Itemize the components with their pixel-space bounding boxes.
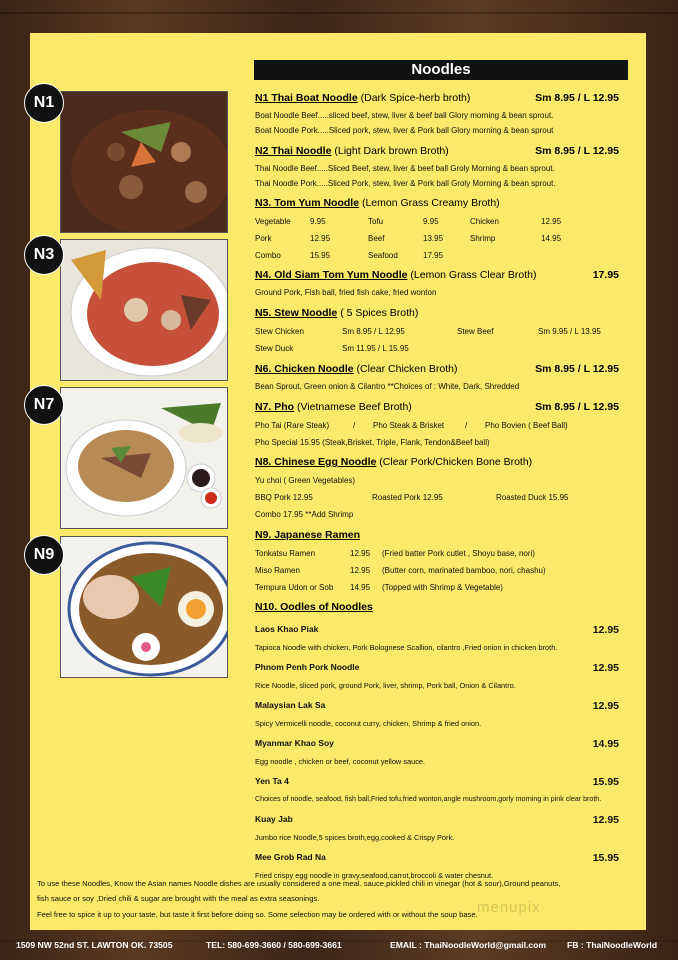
- dish-row: [255, 738, 625, 748]
- menu-item-n3: [255, 197, 625, 209]
- menu-item-n5: [255, 307, 625, 319]
- menu-item-n9: [255, 529, 625, 541]
- item-desc: (Light Dark brown Broth): [334, 145, 449, 157]
- item-detail: Boat Noodle Beef.....sliced beef, stew, liver & beef ball Glory morning & bean sprout.: [255, 111, 554, 120]
- menu-sheet: [30, 33, 646, 930]
- ramen-price: 12.95: [350, 566, 371, 575]
- badge-n9: N9: [24, 535, 64, 575]
- grid-label: Beef: [368, 234, 385, 243]
- item-detail: Combo 17.95 **Add Shrimp: [255, 510, 354, 519]
- item-price: Sm 8.95 / L 12.95: [535, 363, 619, 375]
- grid-label: Shrimp: [470, 234, 496, 243]
- photo-n3: [60, 239, 228, 381]
- watermark: menupix: [477, 899, 541, 916]
- item-desc: (Clear Chicken Broth): [356, 363, 458, 375]
- separator: /: [353, 421, 356, 430]
- dish-row: [255, 624, 625, 634]
- item-name: N10. Oodles of Noodles: [255, 601, 373, 613]
- item-desc: ( 5 Spices Broth): [340, 307, 419, 319]
- ramen-desc: (Topped with Shrimp & Vegetable): [382, 583, 503, 592]
- item-detail: Ground Pork, Fish ball, fried fish cake, fried wonton: [255, 288, 437, 297]
- dish-row: [255, 776, 625, 786]
- item-name: N7. Pho: [255, 401, 295, 413]
- item-detail: Pho Special 15.95 (Steak,Brisket, Triple, Flank, Tendon&Beef ball): [255, 438, 490, 447]
- contact-bar: [0, 935, 678, 957]
- egg-noodle-option: BBQ Pork 12.95: [255, 493, 313, 502]
- menu-item-n10: [255, 601, 625, 613]
- grid-label: Seafood: [368, 251, 398, 260]
- dish-desc: Jumbo rice Noodle,5 spices broth,egg,cooked & Crispy Pork.: [255, 833, 455, 842]
- badge-n3: N3: [24, 235, 64, 275]
- item-price: Sm 8.95 / L 12.95: [535, 92, 619, 104]
- dish-row: [255, 700, 625, 710]
- tom-yum-noodle-image: [61, 240, 227, 380]
- dish-desc: Spicy Vermicelli noodle, coconut curry, chicken, Shrimp & fried onion.: [255, 719, 482, 728]
- stew-price: Sm 9.95 / L 13.95: [538, 327, 601, 336]
- dish-name: Phnom Penh Pork Noodle: [255, 662, 360, 672]
- dish-name: Yen Ta 4: [255, 776, 289, 786]
- menu-item-n1: [255, 92, 625, 104]
- item-name: N4. Old Siam Tom Yum Noodle: [255, 269, 408, 281]
- footnote: Feel free to spice it up to your taste, but taste it first before doing so. Some selection may be ordered with or without the soup base.: [37, 910, 478, 919]
- grid-price: 9.95: [310, 217, 326, 226]
- menu-item-n8: [255, 456, 625, 468]
- grid-label: Combo: [255, 251, 281, 260]
- dish-name: Malaysian Lak Sa: [255, 700, 326, 710]
- item-name: N9. Japanese Ramen: [255, 529, 361, 541]
- dish-row: [255, 814, 625, 824]
- ramen-desc: (Butter corn, marinated bamboo, nori, chashu): [382, 566, 546, 575]
- menu-item-n7: [255, 401, 625, 413]
- ramen-image: [61, 537, 227, 677]
- menu-item-n2: [255, 145, 625, 157]
- badge-n7: N7: [24, 385, 64, 425]
- footnote: fish sauce or soy ,Dried chili & sugar are brought with the meal as extra seasonings.: [37, 894, 320, 903]
- grid-label: Tofu: [368, 217, 384, 226]
- stew-price: Sm 8.95 / L 12.95: [342, 327, 405, 336]
- grid-price: 17.95: [423, 251, 444, 260]
- photo-n7: [60, 387, 228, 529]
- item-desc: (Lemon Grass Clear Broth): [410, 269, 537, 281]
- ramen-name: Tonkatsu Ramen: [255, 549, 316, 558]
- item-detail: Yu choi ( Green Vegetables): [255, 476, 356, 485]
- dish-price: 12.95: [592, 662, 619, 674]
- grid-price: 9.95: [423, 217, 439, 226]
- item-price: Sm 8.95 / L 12.95: [535, 401, 619, 413]
- facebook-link[interactable]: FB : ThaiNoodleWorld: [567, 940, 658, 950]
- item-name: N6. Chicken Noodle: [255, 363, 354, 375]
- dish-price: 15.95: [592, 776, 619, 788]
- grid-price: 12.95: [541, 217, 562, 226]
- grid-price: 13.95: [423, 234, 444, 243]
- dish-desc: Choices of noodle, seafood, fish ball,Fried tofu,fried wonton,angle mushroom,gorly morning in pink clear broth.: [255, 795, 602, 803]
- grid-label: Vegetable: [255, 217, 291, 226]
- dish-price: 12.95: [592, 814, 619, 826]
- dish-price: 14.95: [592, 738, 619, 750]
- item-name: N1 Thai Boat Noodle: [255, 92, 358, 104]
- dish-name: Kuay Jab: [255, 814, 293, 824]
- email-link[interactable]: EMAIL : ThaiNoodleWorld@gmail.com: [390, 940, 547, 950]
- item-desc: (Lemon Grass Creamy Broth): [361, 197, 500, 209]
- phone: TEL: 580-699-3660 / 580-699-3661: [206, 940, 342, 950]
- dish-name: Myanmar Khao Soy: [255, 738, 334, 748]
- dish-price: 15.95: [592, 852, 619, 864]
- dish-row: [255, 662, 625, 672]
- item-desc: (Vietnamese Beef Broth): [297, 401, 412, 413]
- dish-desc: Egg noodle , chicken or beef, coconut yellow sauce.: [255, 757, 426, 766]
- dish-desc: Tapioca Noodle with chicken, Pork Bolognese Scallion, cilantro ,Fried onion in chicken broth.: [255, 643, 558, 652]
- item-detail: Thai Noodle Pork.....Sliced Pork, stew, liver & Pork ball Groly Morning & bean sprout.: [255, 179, 556, 188]
- egg-noodle-option: Roasted Duck 15.95: [496, 493, 569, 502]
- stew-label: Stew Duck: [255, 344, 294, 353]
- badge-n1: N1: [24, 83, 64, 123]
- boat-noodle-image: [61, 92, 227, 232]
- stew-label: Stew Beef: [457, 327, 494, 336]
- menu-item-n6: [255, 363, 625, 375]
- wood-texture: [0, 12, 678, 14]
- grid-price: 15.95: [310, 251, 331, 260]
- item-name: N3. Tom Yum Noodle: [255, 197, 360, 209]
- pho-option: Pho Bovien ( Beef Ball): [485, 421, 568, 430]
- stew-price: Sm 11.95 / L 15.95: [342, 344, 409, 353]
- footnote: To use these Noodles, Know the Asian names Noodle dishes are usually considered a one meal. sauce,pickled chili in vinegar (hot & sour),Ground peanuts,: [37, 879, 561, 888]
- grid-label: Chicken: [470, 217, 499, 226]
- dish-desc: Fried crispy egg noodle in gravy,seafood,carrot,broccoli & water chesnut.: [255, 871, 494, 880]
- dish-price: 12.95: [592, 624, 619, 636]
- dish-price: 12.95: [592, 700, 619, 712]
- dish-desc: Rice Noodle, sliced pork, ground Pork, liver, shrimp, Pork ball, Onion & Cilantro.: [255, 681, 516, 690]
- item-name: N2 Thai Noodle: [255, 145, 332, 157]
- photo-n9: [60, 536, 228, 678]
- pho-image: [61, 388, 227, 528]
- ramen-desc: (Fried batter Pork cutlet , Shoyu base, nori): [382, 549, 535, 558]
- dish-name: Mee Grob Rad Na: [255, 852, 326, 862]
- grid-label: Pork: [255, 234, 272, 243]
- photo-n1: [60, 91, 228, 233]
- egg-noodle-option: Roasted Pork 12.95: [372, 493, 443, 502]
- ramen-name: Tempura Udon or Sob: [255, 583, 334, 592]
- pho-option: Pho Steak & Brisket: [373, 421, 445, 430]
- item-name: N8. Chinese Egg Noodle: [255, 456, 377, 468]
- ramen-name: Miso Ramen: [255, 566, 300, 575]
- separator: /: [465, 421, 468, 430]
- item-desc: (Dark Spice-herb broth): [360, 92, 471, 104]
- ramen-price: 12.95: [350, 549, 371, 558]
- item-price: 17.95: [592, 269, 619, 281]
- item-price: Sm 8.95 / L 12.95: [535, 145, 619, 157]
- pho-option: Pho Tai (Rare Steak): [255, 421, 330, 430]
- grid-price: 12.95: [310, 234, 331, 243]
- grid-price: 14.95: [541, 234, 562, 243]
- menu-item-n4: [255, 269, 625, 281]
- item-detail: Boat Noodle Pork.....Sliced pork, stew, liver & Pork ball Glory morning & bean sprout: [255, 126, 554, 135]
- item-desc: (Clear Pork/Chicken Bone Broth): [379, 456, 533, 468]
- address: 1509 NW 52nd ST. LAWTON OK. 73505: [16, 940, 173, 950]
- section-title: Noodles: [254, 60, 628, 80]
- ramen-price: 14.95: [350, 583, 371, 592]
- item-name: N5. Stew Noodle: [255, 307, 338, 319]
- dish-name: Laos Khao Piak: [255, 624, 319, 634]
- item-detail: Thai Noodle Beef.....Sliced Beef, stew, liver & beef ball Groly Morning & bean sprout.: [255, 164, 555, 173]
- dish-row: [255, 852, 625, 862]
- item-detail: Bean Sprout, Green onion & Cilantro **Choices of : White, Dark, Shredded: [255, 382, 520, 391]
- stew-label: Stew Chicken: [255, 327, 304, 336]
